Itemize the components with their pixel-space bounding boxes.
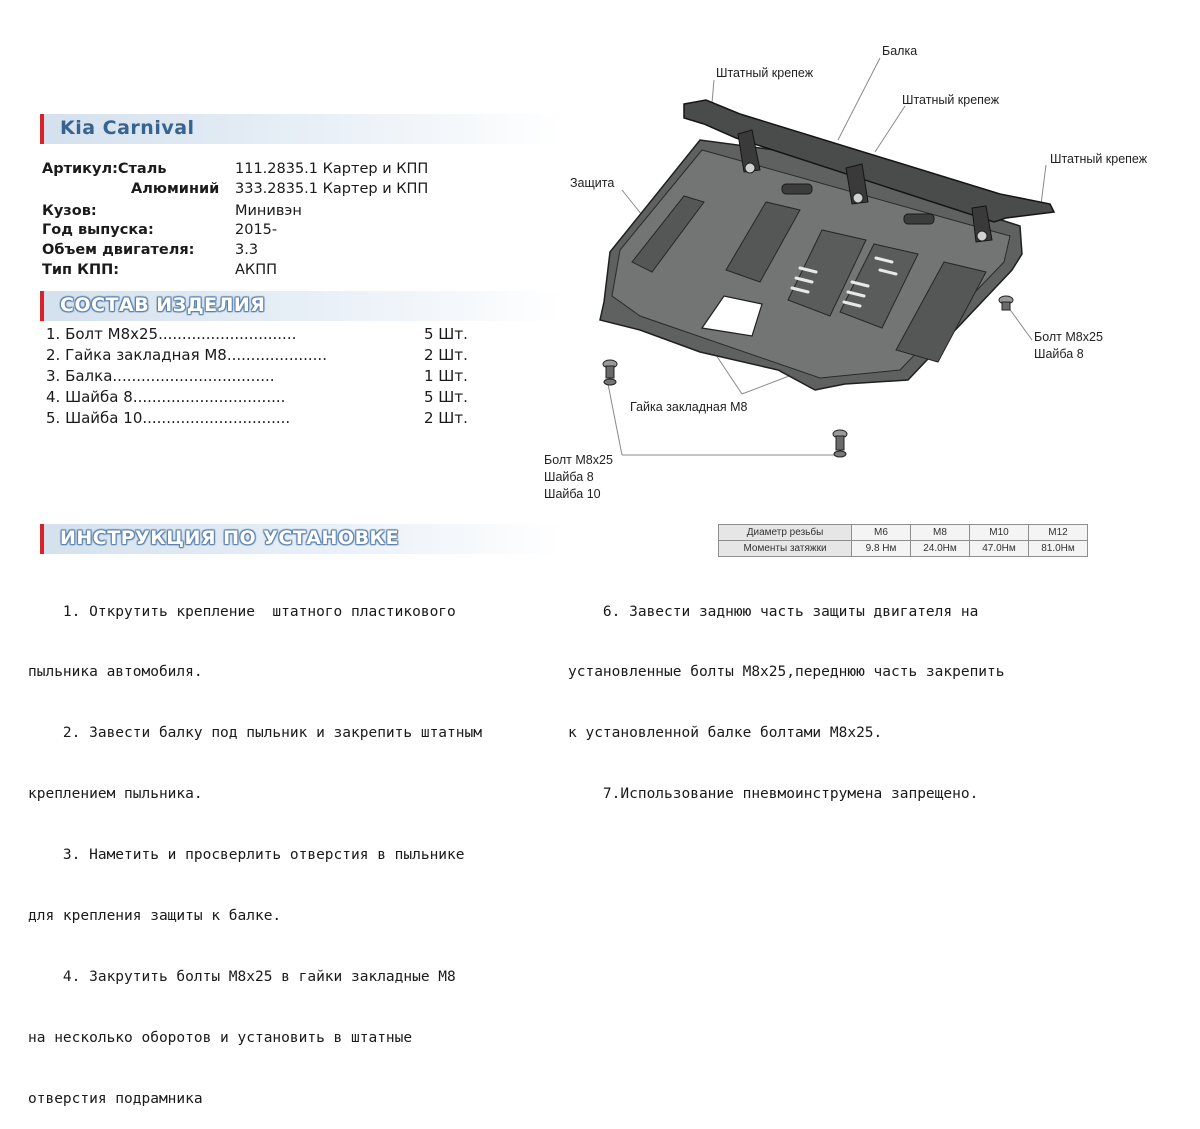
label-balka: Балка xyxy=(882,44,918,58)
table-cell: М10 xyxy=(970,525,1029,541)
label-fastener-3: Штатный крепеж xyxy=(1050,152,1148,166)
part-qty: 2 Шт. xyxy=(424,409,468,427)
instruction-line: на несколько оборотов и установить в штатные xyxy=(28,1029,413,1046)
label-bolt-bottom: Болт М8х25 xyxy=(544,453,613,467)
table-cell: 81.0Нм xyxy=(1029,541,1088,557)
spec-row xyxy=(42,203,97,219)
label-washer-10-bottom: Шайба 10 xyxy=(544,487,601,501)
part-qty: 5 Шт. xyxy=(424,388,468,406)
spec-value: 3.3 xyxy=(235,242,259,258)
table-cell: М8 xyxy=(911,525,970,541)
part-name: 1. Болт М8х25............................. xyxy=(46,325,297,343)
page-title: Kia Carnival xyxy=(60,117,195,139)
instruction-line: к установленной балке болтами М8х25. xyxy=(568,725,883,742)
spec-label: Год выпуска: xyxy=(42,222,154,238)
label-bolt-right: Болт М8х25 xyxy=(1034,330,1103,344)
instruction-line: отверстия подрамника xyxy=(28,1090,203,1107)
guard-plate xyxy=(600,140,1022,390)
composition-title: СОСТАВ ИЗДЕЛИЯ xyxy=(60,294,266,316)
spec-label: Тип КПП: xyxy=(42,262,120,278)
part-name: 5. Шайба 10............................... xyxy=(46,409,291,427)
spec-row xyxy=(131,181,219,197)
label-washer-8-bottom: Шайба 8 xyxy=(544,470,594,484)
part-qty: 5 Шт. xyxy=(424,325,468,343)
instruction-line: 6. Завести заднюю часть защиты двигателя на xyxy=(568,603,979,620)
instructions-left xyxy=(28,561,482,1129)
instruction-line: установленные болты М8х25,переднюю часть закрепить xyxy=(568,664,1005,681)
table-cell: Моменты затяжки xyxy=(719,541,852,557)
spec-label: Объем двигателя: xyxy=(42,242,195,258)
spec-row xyxy=(42,262,119,278)
torque-table xyxy=(718,524,1088,557)
bolt-left xyxy=(603,360,617,385)
label-nut: Гайка закладная М8 xyxy=(630,400,748,414)
part-qty: 1 Шт. xyxy=(424,367,468,385)
spec-row xyxy=(42,222,154,238)
spec-label: Артикул:Сталь xyxy=(42,161,167,177)
label-guard: Защита xyxy=(570,176,615,190)
instructions-banner xyxy=(40,524,564,554)
label-fastener-2: Штатный крепеж xyxy=(902,93,1000,107)
spec-label: Кузов: xyxy=(42,203,97,219)
table-row xyxy=(719,525,1088,541)
table-cell: Диаметр резьбы xyxy=(719,525,852,541)
part-name: 3. Балка.................................. xyxy=(46,367,275,385)
composition-banner xyxy=(40,291,564,321)
table-cell: М6 xyxy=(852,525,911,541)
title-banner xyxy=(40,114,564,144)
spec-value: 111.2835.1 Картер и КПП xyxy=(235,161,429,177)
part-name: 4. Шайба 8................................ xyxy=(46,388,286,406)
table-cell: 47.0Нм xyxy=(970,541,1029,557)
list-item xyxy=(46,346,476,364)
table-row xyxy=(719,541,1088,557)
spec-value: АКПП xyxy=(235,262,278,278)
list-item xyxy=(46,388,476,406)
label-fastener-1: Штатный крепеж xyxy=(716,66,814,80)
instruction-line: 3. Наметить и просверлить отверстия в пыльнике xyxy=(28,847,465,864)
table-cell: 24.0Нм xyxy=(911,541,970,557)
bolt-right xyxy=(999,296,1013,310)
instruction-line: креплением пыльника. xyxy=(28,786,203,803)
spec-row xyxy=(42,242,194,258)
instructions-title: ИНСТРУКЦИЯ ПО УСТАНОВКЕ xyxy=(60,527,400,549)
part-qty: 2 Шт. xyxy=(424,346,468,364)
spec-value: 333.2835.1 Картер и КПП xyxy=(235,181,429,197)
table-cell: М12 xyxy=(1029,525,1088,541)
instructions-right xyxy=(568,561,1005,825)
list-item xyxy=(46,325,476,343)
skid-plate-drawing xyxy=(560,40,1120,510)
spec-row xyxy=(42,161,167,177)
spec-label: Алюминий xyxy=(131,181,220,197)
bolt-bottom xyxy=(833,430,847,457)
list-item xyxy=(46,409,476,427)
instruction-line: 2. Завести балку под пыльник и закрепить штатным xyxy=(28,725,482,742)
part-name: 2. Гайка закладная М8..................... xyxy=(46,346,327,364)
instruction-line: 7.Использование пневмоинструмена запрещено. xyxy=(568,786,979,803)
instruction-line: для крепления защиты к балке. xyxy=(28,908,282,925)
instruction-line: пыльника автомобиля. xyxy=(28,664,203,681)
table-cell: 9.8 Нм xyxy=(852,541,911,557)
instruction-line: 1. Открутить крепление штатного пластикового xyxy=(28,603,456,620)
spec-value: 2015- xyxy=(235,222,278,238)
spec-value: Минивэн xyxy=(235,203,302,219)
list-item xyxy=(46,367,476,385)
instruction-line: 4. Закрутить болты М8х25 в гайки закладные М8 xyxy=(28,968,456,985)
label-washer-right: Шайба 8 xyxy=(1034,347,1084,361)
